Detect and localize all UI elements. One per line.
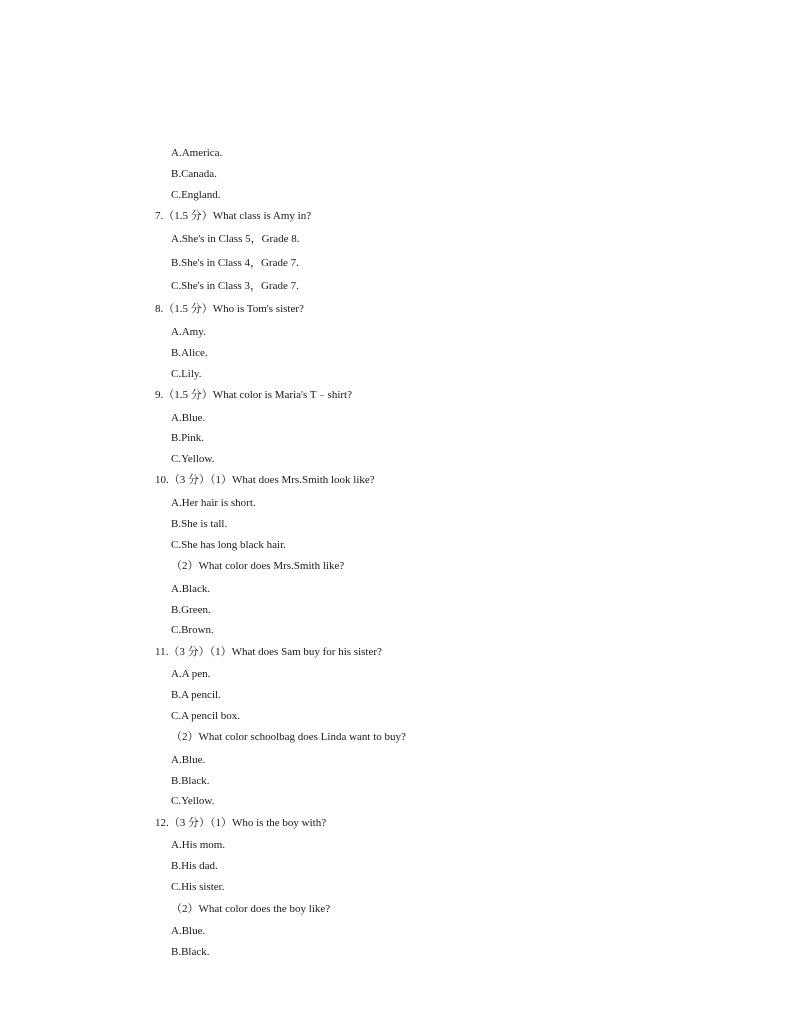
option-line: C.His sister. [171,881,225,893]
option-line: A.His mom. [171,839,226,851]
question-line: 7.（1.5 分）What class is Amy in? [155,210,312,222]
option-line: B.His dad. [171,860,218,872]
option-line: B.She's in Class 4，Grade 7. [171,257,299,269]
question-line: 8.（1.5 分）Who is Tom's sister? [155,303,304,315]
sub-question-line: （2）What color does the boy like? [171,903,331,915]
sub-question-line: （2）What color schoolbag does Linda want to buy? [171,731,406,743]
option-line: A.Blue. [171,925,206,937]
option-line: B.Black. [171,946,210,958]
option-line: A.Her hair is short. [171,497,256,509]
question-line: 12.（3 分）（1）Who is the boy with? [155,817,327,829]
option-line: B.Pink. [171,432,205,444]
option-line: A.Amy. [171,326,206,338]
option-line: C.Yellow. [171,453,215,465]
option-line: A.Black. [171,583,211,595]
question-line: 11.（3 分）（1）What does Sam buy for his sister? [155,646,382,658]
option-line: B.She is tall. [171,518,228,530]
option-line: A.A pen. [171,668,211,680]
option-line: B.Canada. [171,168,217,180]
option-line: C.Yellow. [171,795,215,807]
option-line: A.America. [171,147,223,159]
question-line: 9.（1.5 分）What color is Maria's T﹣shirt? [155,389,352,401]
question-line: 10.（3 分）（1）What does Mrs.Smith look like? [155,474,375,486]
option-line: A.She's in Class 5，Grade 8. [171,233,300,245]
option-line: A.Blue. [171,412,206,424]
option-line: B.Black. [171,775,210,787]
option-line: C.England. [171,189,221,201]
option-line: C.A pencil box. [171,710,241,722]
sub-question-line: （2）What color does Mrs.Smith like? [171,560,345,572]
option-line: B.Alice. [171,347,208,359]
option-line: C.She's in Class 3，Grade 7. [171,280,299,292]
option-line: A.Blue. [171,754,206,766]
option-line: B.A pencil. [171,689,221,701]
option-line: C.Lily. [171,368,202,380]
option-line: C.Brown. [171,624,214,636]
option-line: C.She has long black hair. [171,539,286,551]
option-line: B.Green. [171,604,211,616]
